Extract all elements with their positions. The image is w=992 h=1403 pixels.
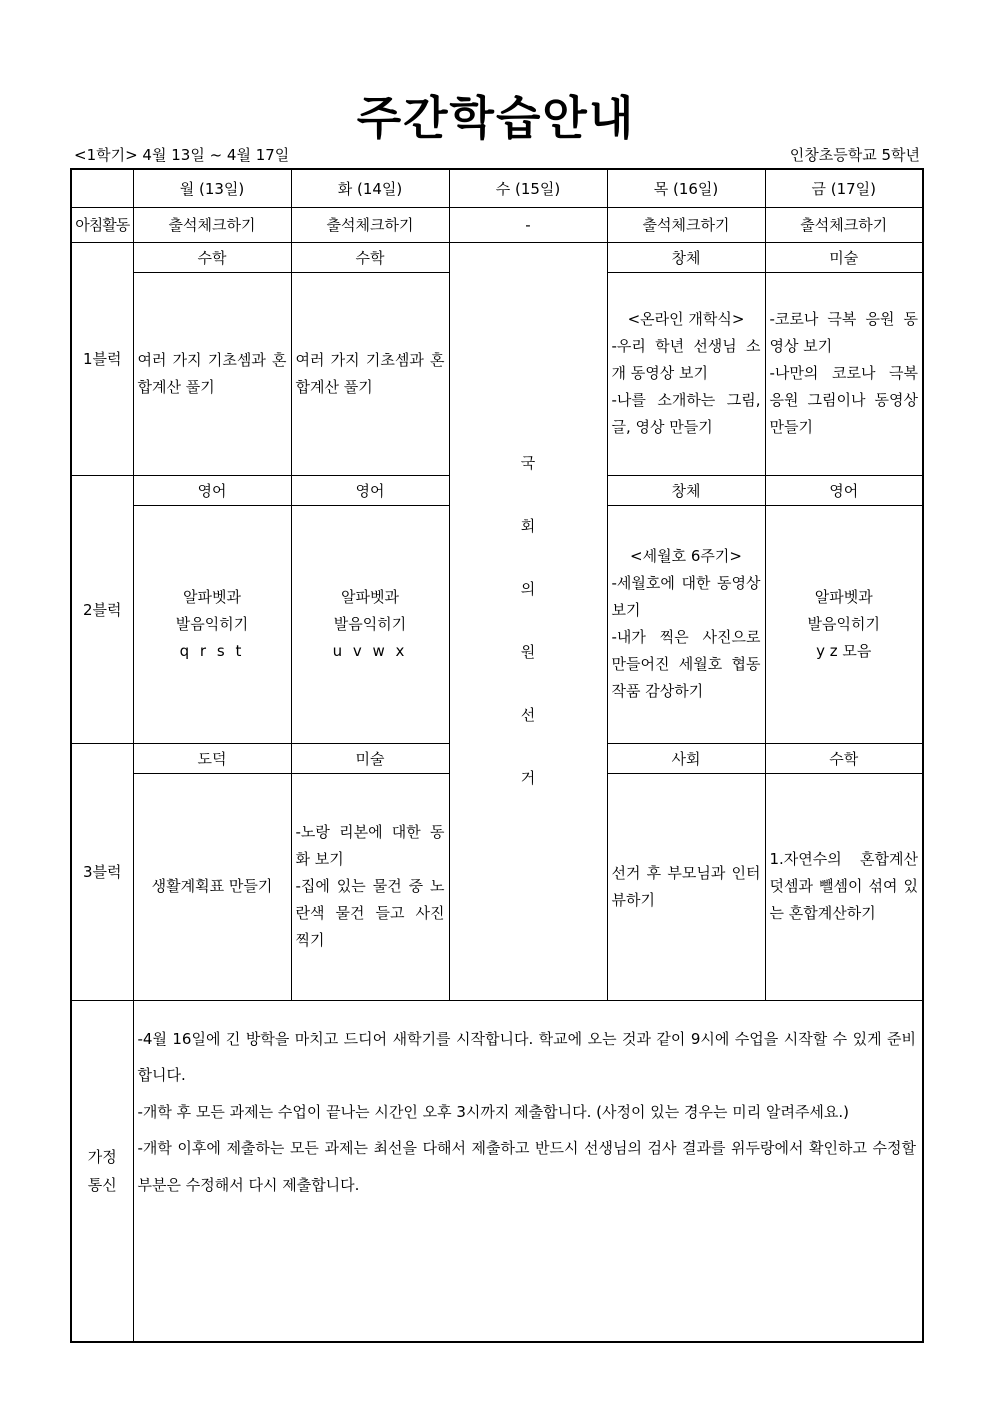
block-1-subject-row xyxy=(71,242,923,272)
subject-cell: 영어 xyxy=(765,475,923,505)
content-cell xyxy=(765,773,923,1000)
morning-cell: 출석체크하기 xyxy=(607,207,765,242)
content-cell xyxy=(607,505,765,743)
content-cell xyxy=(607,773,765,1000)
day-header: 수 (15일) xyxy=(449,169,607,207)
content-line: 여러 가지 기초셈과 혼합계산 풀기 xyxy=(295,350,445,396)
content-cell xyxy=(133,272,291,475)
election-char: 원 xyxy=(520,643,536,661)
content-cell xyxy=(133,505,291,743)
content-line: -나만의 코로나 극복 응원 그림이나 동영상 만들기 xyxy=(769,364,918,436)
subject-cell: 수학 xyxy=(765,743,923,773)
subject-cell: 수학 xyxy=(291,242,449,272)
morning-cell: 출석체크하기 xyxy=(291,207,449,242)
election-char: 거 xyxy=(520,769,536,787)
content-line: -코로나 극복 응원 동영상 보기 xyxy=(769,310,918,355)
subject-cell: 영어 xyxy=(133,475,291,505)
content-line: -집에 있는 물건 중 노란색 물건 들고 사진 찍기 xyxy=(295,877,445,949)
content-line: <온라인 개학식> xyxy=(627,310,745,328)
home-notice-row xyxy=(71,1000,923,1342)
content-line: -세월호에 대한 동영상 보기 xyxy=(611,574,761,619)
content-cell xyxy=(765,272,923,475)
block-label: 2블럭 xyxy=(71,475,133,743)
morning-activity-label: 아침활동 xyxy=(71,207,133,242)
block-label: 3블럭 xyxy=(71,743,133,1000)
content-line: 여러 가지 기초셈과 혼합계산 풀기 xyxy=(137,350,287,396)
content-line: 선거 후 부모님과 인터뷰하기 xyxy=(611,863,761,909)
subject-cell: 창체 xyxy=(607,475,765,505)
notice-line: -4월 16일에 긴 방학을 마치고 드디어 새학기를 시작합니다. 학교에 오는 것과 같이 9시에 수업을 시작할 수 있게 준비합니다. xyxy=(137,1029,916,1084)
content-cell xyxy=(765,505,923,743)
content-line: 생활계획표 만들기 xyxy=(151,877,273,895)
election-char: 선 xyxy=(520,706,536,724)
home-notice-label-line: 통신 xyxy=(87,1175,117,1194)
subject-cell: 사회 xyxy=(607,743,765,773)
day-header-row xyxy=(71,169,923,207)
subject-cell: 미술 xyxy=(291,743,449,773)
day-header: 월 (13일) xyxy=(133,169,291,207)
content-line: 발음익히기 xyxy=(807,614,880,633)
semester-period: <1학기> 4월 13일 ~ 4월 17일 xyxy=(74,146,290,164)
notice-line: -개학 후 모든 과제는 수업이 끝나는 시간인 오후 3시까지 제출합니다. (사정이 있는 경우는 미리 알려주세요.) xyxy=(137,1102,850,1121)
content-line: y z 모음 xyxy=(816,641,872,660)
home-notice-content xyxy=(133,1000,923,1342)
content-line: 알파벳과 xyxy=(814,587,873,606)
subject-cell: 수학 xyxy=(133,242,291,272)
election-char: 의 xyxy=(520,580,536,598)
content-line: -나를 소개하는 그림, 글, 영상 만들기 xyxy=(611,391,761,436)
content-line: 알파벳과 xyxy=(183,587,241,606)
weekly-schedule-table xyxy=(70,168,924,1343)
home-notice-label-line: 가정 xyxy=(87,1147,117,1166)
election-char: 국 xyxy=(520,454,536,472)
corner-cell xyxy=(71,169,133,207)
content-cell xyxy=(607,272,765,475)
content-line: 알파벳과 xyxy=(341,587,399,606)
content-line: -우리 학년 선생님 소개 동영상 보기 xyxy=(611,337,761,382)
wednesday-national-election-cell xyxy=(449,242,607,1000)
content-line: u v w x xyxy=(332,641,408,660)
day-header: 화 (14일) xyxy=(291,169,449,207)
morning-cell: 출석체크하기 xyxy=(765,207,923,242)
content-cell xyxy=(133,773,291,1000)
morning-cell: 출석체크하기 xyxy=(133,207,291,242)
page-title: 주간학습안내 xyxy=(356,91,636,145)
subject-cell: 도덕 xyxy=(133,743,291,773)
home-notice-label xyxy=(71,1000,133,1342)
content-cell xyxy=(291,272,449,475)
content-line: q r s t xyxy=(179,641,245,660)
notice-line: -개학 이후에 제출하는 모든 과제는 최선을 다해서 제출하고 반드시 선생님의 검사 결과를 위두랑에서 확인하고 수정할 부분은 수정해서 다시 제출합니다. xyxy=(137,1139,916,1194)
content-line: <세월호 6주기> xyxy=(630,547,742,565)
morning-activity-row xyxy=(71,207,923,242)
day-header: 금 (17일) xyxy=(765,169,923,207)
day-header: 목 (16일) xyxy=(607,169,765,207)
content-line: -내가 찍은 사진으로 만들어진 세월호 협동작품 감상하기 xyxy=(611,628,761,700)
content-line: 1.자연수의 혼합계산 덧셈과 뺄셈이 섞여 있는 혼합계산하기 xyxy=(769,850,918,922)
content-line: 발음익히기 xyxy=(333,614,407,633)
block-label: 1블럭 xyxy=(71,242,133,475)
school-class: 인창초등학교 5학년 xyxy=(789,146,920,164)
election-char: 회 xyxy=(520,517,536,535)
content-cell xyxy=(291,773,449,1000)
morning-cell: - xyxy=(449,207,607,242)
subject-cell: 미술 xyxy=(765,242,923,272)
content-line: -노랑 리본에 대한 동화 보기 xyxy=(295,823,445,868)
content-cell xyxy=(291,505,449,743)
content-line: 발음익히기 xyxy=(175,614,249,633)
subject-cell: 영어 xyxy=(291,475,449,505)
subject-cell: 창체 xyxy=(607,242,765,272)
